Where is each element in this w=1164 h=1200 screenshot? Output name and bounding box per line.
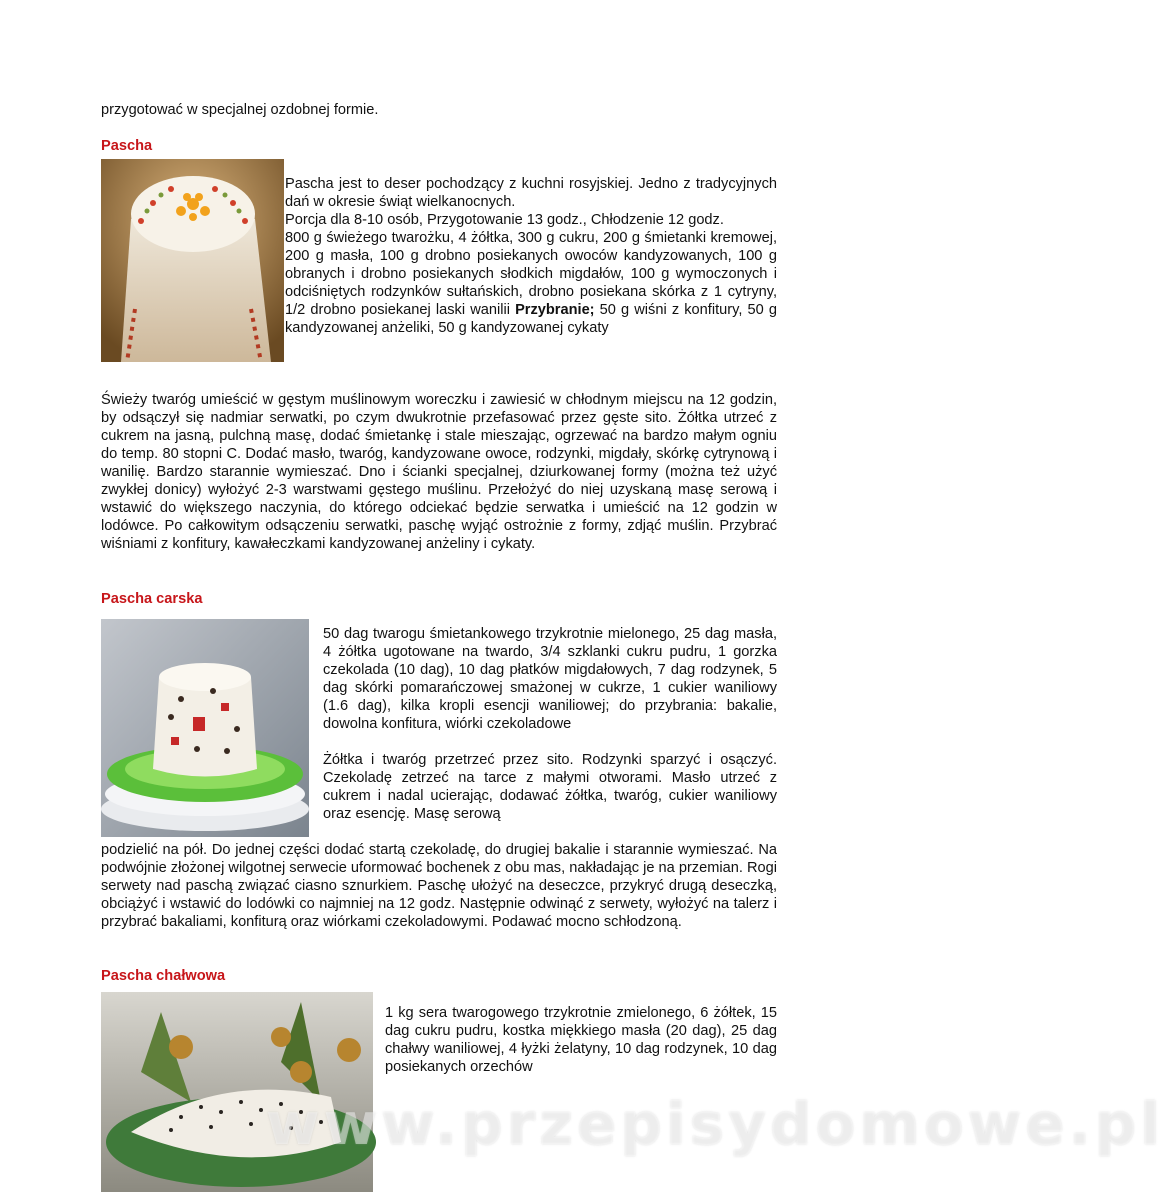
section-title-pascha-chalwowa: Pascha chałwowa <box>101 968 226 984</box>
garnish-label: Przybranie; <box>515 302 595 318</box>
spacer <box>323 733 777 751</box>
section-title-pascha: Pascha <box>101 138 153 154</box>
pascha-ingredients-block <box>285 175 777 337</box>
pascha-method: Świeży twaróg umieścić w gęstym muślinowym woreczku i zawiesić w chłodnym miejscu na 12 godzin, by odsączył się nadmiar serwatki, po czym dwukrotnie przefasować przez gęste sito. Żółtka utrzeć z cukrem na jasną, pulchną masę, dodać śmietankę i stale mieszając, ogrzewać na bardzo małym ogniu do temp. 80 stopni C. Dodać masło, twaróg, kandyzowane owoce, rodzynki, migdały, skórkę cytrynową i wanilię. Bardzo starannie wymieszać. Dno i ścianki specjalnej, dziurkowanej formy (można też użyć zwykłej donicy) wyłożyć 2-3 warstwami gęstego muślinu. Przełożyć do niej uzyskaną masę serową i wstawić do większego naczynia, do którego odciekać będzie serwatka i umieścić na 12 godzin w lodówce. Po całkowitym odsączeniu serwatki, paschę wyjąć ostrożnie z formy, zdjąć muślin. Przybrać wiśniami z konfitury, kawałeczkami kandyzowanej anżeliny i cykaty. <box>101 392 777 552</box>
pascha-meta: Porcja dla 8-10 osób, Przygotowanie 13 godz., Chłodzenie 12 godz. <box>285 212 724 228</box>
pascha-description: Pascha jest to deser pochodzący z kuchni rosyjskiej. Jedno z tradycyjnych dań w okresie świąt wielkanocnych. <box>285 176 777 210</box>
site-watermark: www.przepisydomowe.pl <box>266 1090 1164 1158</box>
intro-text: przygotować w specjalnej ozdobnej formie. <box>101 102 379 118</box>
pascha-carska-method: podzielić na pół. Do jednej części dodać startą czekoladę, do drugiej bakalie i starannie wymieszać. Na podwójnie złożonej wilgotnej serwecie uformować bochenek z obu mas, nakładając je na przemian. Rogi serwety nad paschą związać ciasno sznurkiem. Paschę ułożyć na deseczce, przykryć drugą deseczką, obciążyć i wstawić do lodówki co najmniej na 12 godz. Następnie odwinąć z serwety, wyłożyć na talerz i przybrać bakaliami, konfiturą oraz wiórkami czekoladowymi. Podawać mocno schłodzoną. <box>101 842 777 930</box>
pascha-carska-method-side: Żółtka i twaróg przetrzeć przez sito. Rodzynki sparzyć i osączyć. Czekoladę zetrzeć na tarce z małymi otworami. Masło utrzeć z cukrem i nadal ucierając, dodawać żółtka, twaróg, cukier waniliowy oraz esencję. Masę serową <box>323 752 777 822</box>
pascha-ingredients-text: 800 g świeżego twarożku, 4 żółtka, 300 g cukru, 200 g śmietanki kremowej, 200 g masła, 100 g drobno posiekanych owoców kandyzowanych, 100 g obranych i drobno posiekanych słodkich migdałów, 100 g wymoczonych i odciśniętych rodzynków sułtańskich, drobno posiekana skórka z 1 cytryny, 1/2 drobno posiekanej laski wanilii <box>285 230 777 318</box>
pascha-chalwowa-ingredients: 1 kg sera twarogowego trzykrotnie zmielonego, 6 żółtek, 15 dag cukru pudru, kostka miękkiego masła (20 dag), 25 dag chałwy waniliowej, 4 łyżki żelatyny, 10 dag rodzynek, 10 dag posiekanych orzechów <box>385 1005 777 1075</box>
pascha-carska-ingredients: 50 dag twarogu śmietankowego trzykrotnie mielonego, 25 dag masła, 4 żółtka ugotowane na twardo, 3/4 szklanki cukru pudru, 1 gorzka czekolada (10 dag), 10 dag płatków migdałowych, 7 dag rodzynek, 5 dag skórki pomarańczowej smażonej w cukrze, 1 cukier waniliowy (1.6 dag), kilka kropli esencji waniliowej; do przybrania: bakalie, dowolna konfitura, wiórki czekoladowe <box>323 626 777 732</box>
section-title-pascha-carska: Pascha carska <box>101 591 203 607</box>
pascha-photo <box>101 159 284 362</box>
pascha-carska-text-column <box>323 625 777 823</box>
pascha-carska-photo <box>101 619 309 837</box>
pascha-ingredients <box>285 229 777 337</box>
garnish-text: 50 g wiśni z konfitury, 50 g kandyzowanej anżeliki, 50 g kandyzowanej cykaty <box>285 302 777 336</box>
document-page <box>101 0 1164 1200</box>
